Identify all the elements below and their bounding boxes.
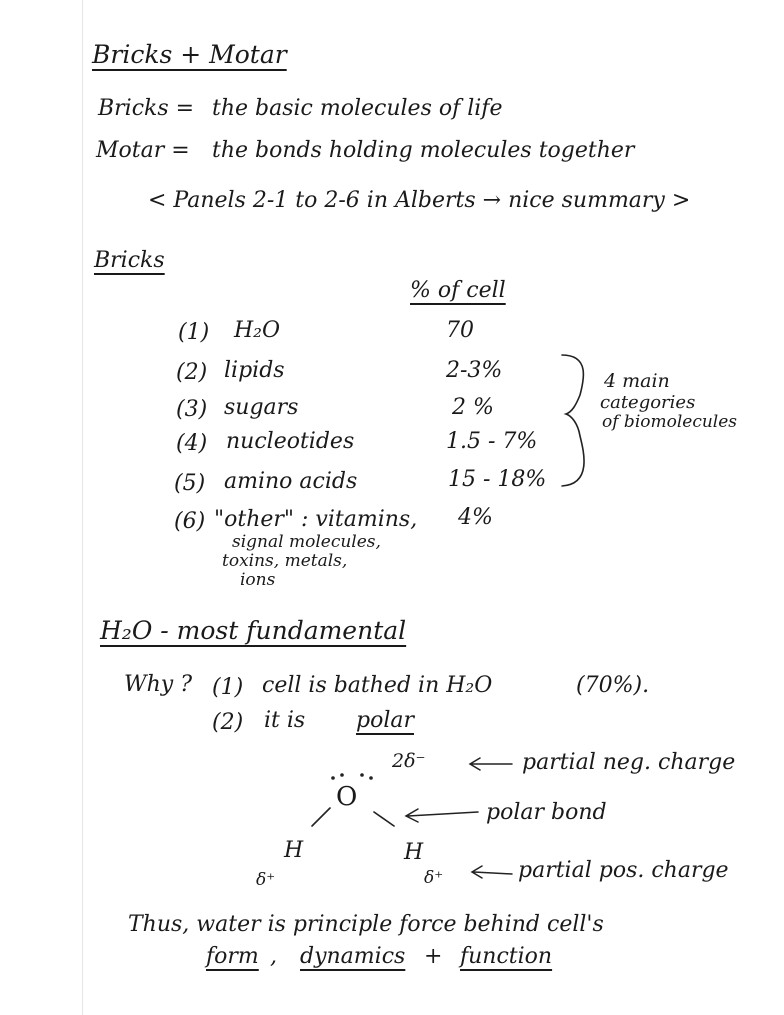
polar-bond-label: polar bond <box>486 800 607 825</box>
lone-pair-dot <box>369 776 373 780</box>
item-percent: 4% <box>458 505 493 530</box>
item-percent: 15 - 18% <box>448 467 547 492</box>
item-number: (3) <box>176 397 208 422</box>
conclusion-comma: , <box>270 944 277 969</box>
dynamics-emphasis: dynamics <box>300 944 406 969</box>
motar-term: Motar = <box>96 138 190 163</box>
reason-number: (2) <box>212 710 244 735</box>
function-emphasis: function <box>460 944 553 969</box>
bracket-note: categories <box>600 392 696 413</box>
reference-note: < Panels 2-1 to 2-6 in Alberts → nice summary > <box>148 188 691 213</box>
bracket-note: 4 main <box>604 370 670 392</box>
negative-charge-symbol: 2δ⁻ <box>392 750 426 772</box>
oxygen-atom: O <box>336 782 358 812</box>
conclusion-line: Thus, water is principle force behind cell's <box>128 912 604 937</box>
other-line: signal molecules, <box>232 532 381 552</box>
positive-charge-symbol-left: δ⁺ <box>256 870 276 890</box>
item-name: sugars <box>224 395 299 420</box>
item-name: nucleotides <box>226 429 355 454</box>
item-percent: 1.5 - 7% <box>446 429 538 454</box>
item-percent: 70 <box>446 318 474 343</box>
water-heading: H₂O - most fundamental <box>100 616 407 645</box>
item-name: amino acids <box>224 469 358 494</box>
percent-column-header: % of cell <box>410 278 506 303</box>
other-line: ions <box>240 570 276 590</box>
motar-definition: the bonds holding molecules together <box>212 138 635 163</box>
item-percent: 2-3% <box>446 358 503 383</box>
item-number: (2) <box>176 360 208 385</box>
item-name: lipids <box>224 358 285 383</box>
partial-negative-label: partial neg. charge <box>522 750 736 775</box>
bond-left <box>312 808 330 826</box>
arrow-negative <box>470 758 512 770</box>
reason-text: cell is bathed in H₂O <box>262 673 493 698</box>
hydrogen-atom-left: H <box>284 838 304 863</box>
positive-charge-symbol-right: δ⁺ <box>424 868 444 888</box>
lone-pair-dot <box>331 776 335 780</box>
item-number: (6) <box>174 509 206 534</box>
page-margin-line <box>82 0 83 1015</box>
lone-pair-dot <box>360 773 364 777</box>
bricks-term: Bricks = <box>98 96 195 121</box>
hydrogen-atom-right: H <box>404 840 424 865</box>
lone-pair-dot <box>340 773 344 777</box>
reason-number: (1) <box>212 675 244 700</box>
other-line: toxins, metals, <box>222 551 348 571</box>
item-percent: 2 % <box>452 395 494 420</box>
partial-positive-label: partial pos. charge <box>518 858 729 883</box>
curly-brace <box>562 355 584 486</box>
item-name: H₂O <box>234 318 281 343</box>
bricks-definition: the basic molecules of life <box>212 96 503 121</box>
item-number: (5) <box>174 471 206 496</box>
arrow-positive <box>472 866 512 878</box>
item-name: "other" : vitamins, <box>214 507 418 532</box>
item-number: (1) <box>178 320 210 345</box>
bricks-heading: Bricks <box>94 248 165 273</box>
item-number: (4) <box>176 431 208 456</box>
why-label: Why ? <box>124 672 192 697</box>
reason-text: it is <box>264 708 306 733</box>
bond-right <box>374 812 394 826</box>
bracket-note: of biomolecules <box>602 412 738 432</box>
page-title: Bricks + Motar <box>92 40 287 69</box>
form-emphasis: form <box>206 944 259 969</box>
conclusion-plus: + <box>424 944 443 969</box>
reason-percent: (70%). <box>576 673 650 698</box>
polar-emphasis: polar <box>356 708 414 733</box>
arrow-bond <box>406 809 478 822</box>
